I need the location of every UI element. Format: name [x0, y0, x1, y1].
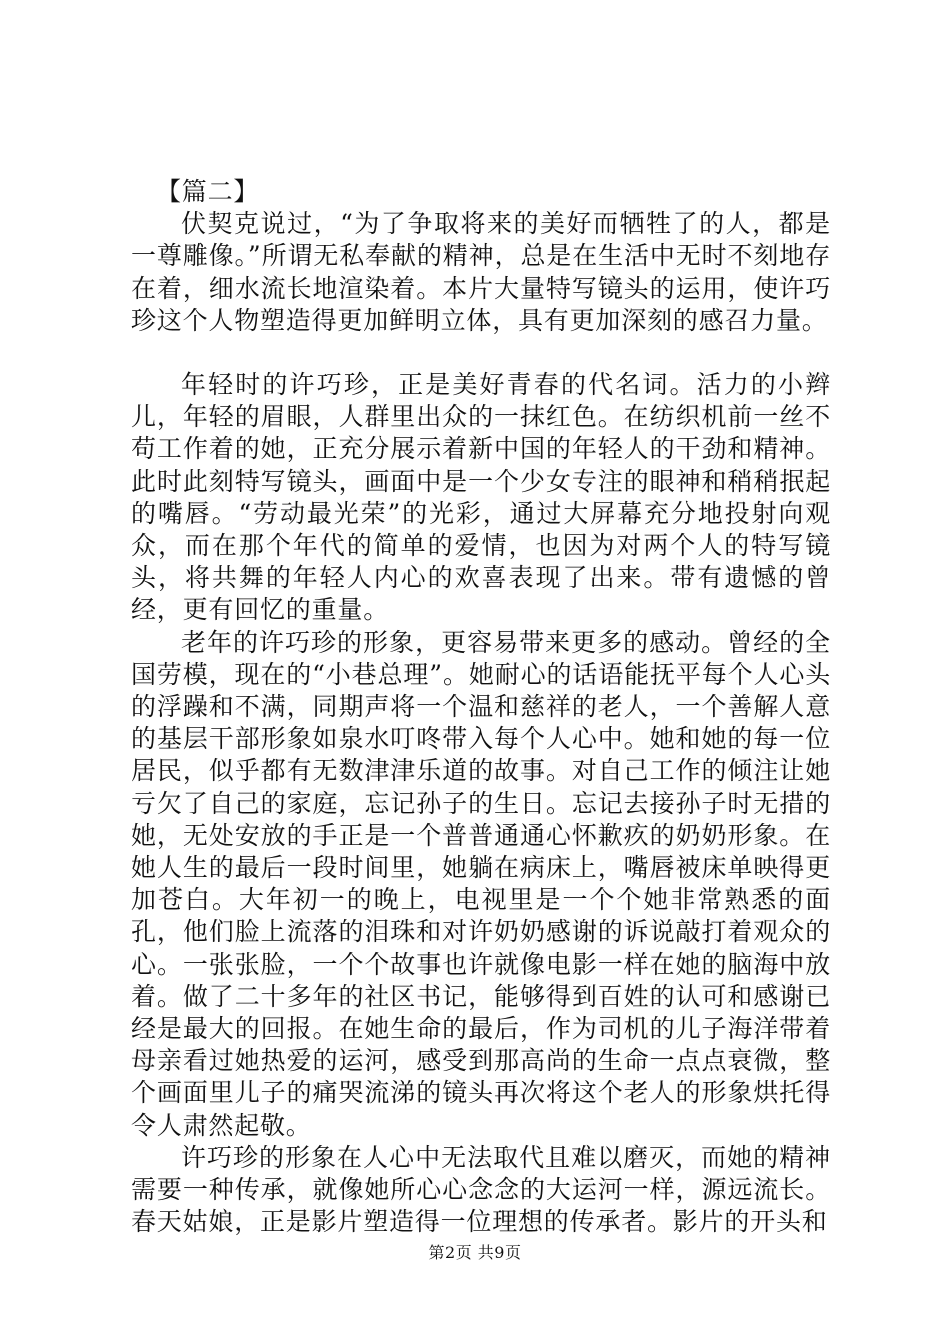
paragraph-3: 老年的许巧珍的形象，更容易带来更多的感动。曾经的全国劳模，现在的“小巷总理”。她耐心的话语能抚平每个人心头的浮躁和不满，同期声将一个温和慈祥的老人，一个善解人意的基层干部形象如泉水叮咚带入每个人心中。她和她的每一位居民，似乎都有无数津津乐道的故事。对自己工作的倾注让她亏欠了自己的家庭，忘记孙子的生日。忘记去接孙子时无措的她，无处安放的手正是一个普普通通心怀歉疚的奶奶形象。在她人生的最后一段时间里，她躺在病床上，嘴唇被床单映得更加苍白。大年初一的晚上，电视里是一个个她非常熟悉的面孔，他们脸上流落的泪珠和对许奶奶感谢的诉说敲打着观众的心。一张张脸，一个个故事也许就像电影一样在她的脑海中放着。做了二十多年的社区书记，能够得到百姓的认可和感谢已经是最大的回报。在她生命的最后，作为司机的儿子海洋带着母亲看过她热爱的运河，感受到那高尚的生命一点点衰微，整个画面里儿子的痛哭流涕的镜头再次将这个老人的形象烘托得令人肃然起敬。: [131, 627, 831, 1140]
paragraph-2: 年轻时的许巧珍，正是美好青春的代名词。活力的小辫儿，年轻的眉眼，人群里出众的一抹红色。在纺织机前一丝不苟工作着的她，正充分展示着新中国的年轻人的干劲和精神。此时此刻特写镜头，画面中是一个少女专注的眼神和稍稍抿起的嘴唇。“劳动最光荣”的光彩，通过大屏幕充分地投射向观众，而在那个年代的简单的爱情，也因为对两个人的特写镜头，将共舞的年轻人内心的欢喜表现了出来。带有遗憾的曾经，更有回忆的重量。: [131, 370, 831, 625]
page-number-footer: 第2页 共9页: [428, 1243, 522, 1262]
section-heading: 【篇二】: [156, 177, 260, 206]
paragraph-4: 许巧珍的形象在人心中无法取代且难以磨灭，而她的精神需要一种传承，就像她所心心念念的大运河一样，源远流长。春天姑娘，正是影片塑造得一位理想的传承者。影片的开头和: [131, 1142, 831, 1237]
document-body: [131, 176, 831, 1239]
paragraph-1: 伏契克说过，“为了争取将来的美好而牺牲了的人，都是一尊雕像。”所谓无私奉献的精神，总是在生活中无时不刻地存在着，细水流长地渲染着。本片大量特写镜头的运用，使许巧珍这个人物塑造得更加鲜明立体，具有更加深刻的感召力量。: [131, 209, 831, 335]
